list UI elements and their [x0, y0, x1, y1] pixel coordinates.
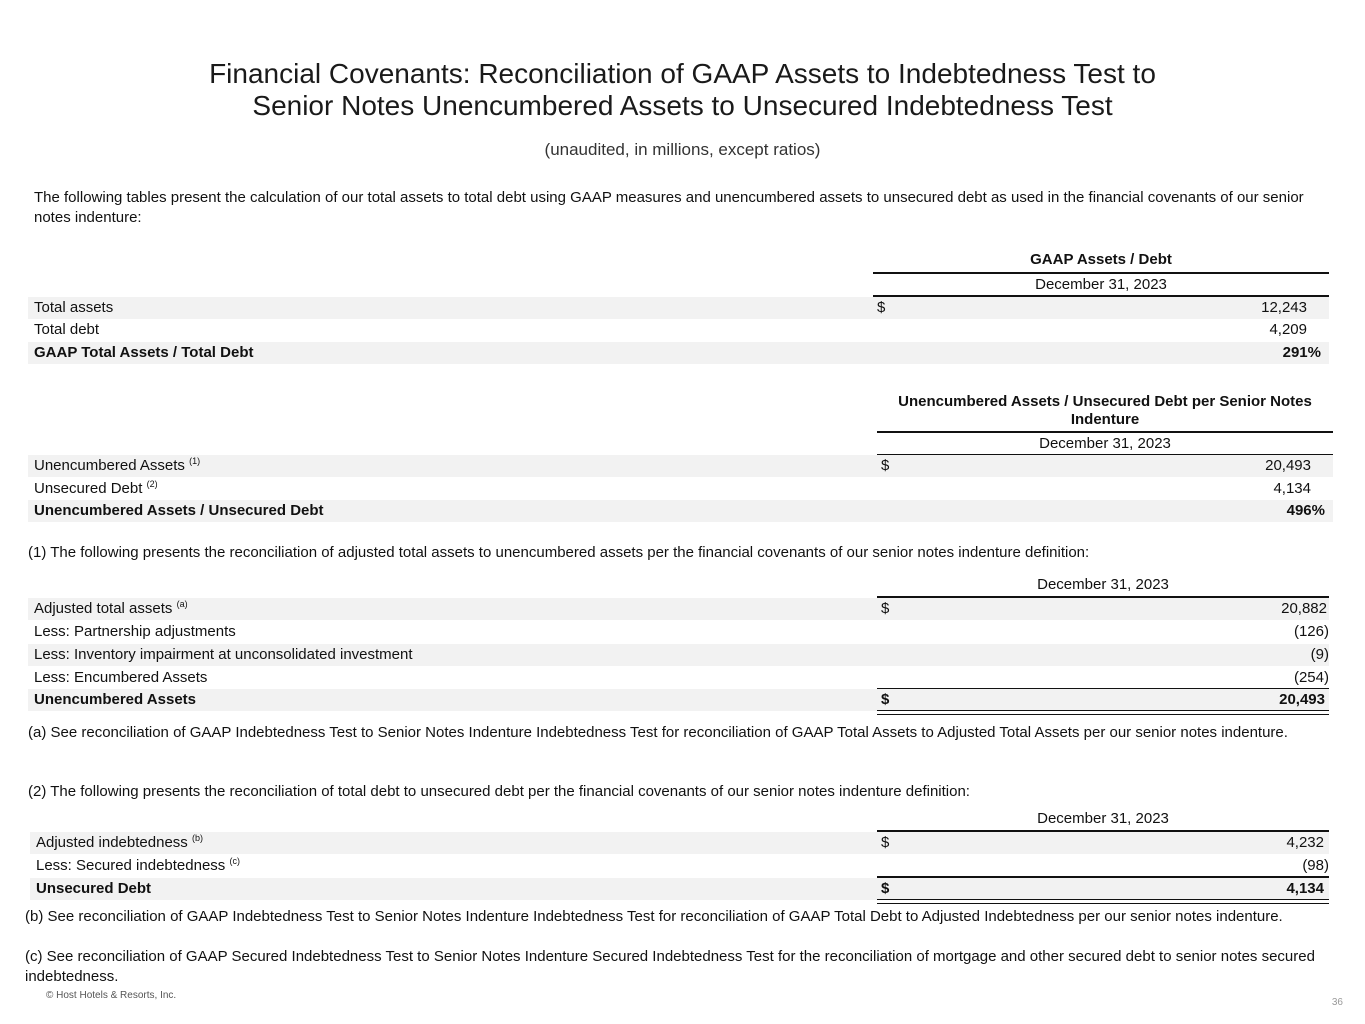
row-value: 20,493: [1279, 691, 1325, 708]
page-subtitle: (unaudited, in millions, except ratios): [544, 140, 821, 159]
table-row: [30, 855, 1329, 877]
table-row: [28, 500, 1333, 522]
table-row: [30, 832, 1329, 854]
row-label: Less: Partnership adjustments: [34, 623, 236, 640]
note1-intro: (1) The following presents the reconciliation of adjusted total assets to unencumbered assets per the financial covenants of our senior notes indenture definition:: [28, 544, 1090, 561]
table2-heading: [877, 393, 1333, 429]
table2-heading-line-1: Unencumbered Assets / Unsecured Debt per Senior Notes: [898, 393, 1312, 410]
currency-symbol: $: [881, 457, 890, 474]
table-row: [28, 455, 1333, 477]
table-row: [28, 644, 1329, 666]
row-label: Adjusted indebtedness: [36, 834, 188, 851]
currency-symbol: $: [881, 834, 890, 851]
note2-date: December 31, 2023: [1037, 810, 1169, 827]
row-value: (254): [1293, 669, 1329, 686]
row-label: Less: Encumbered Assets: [34, 669, 208, 686]
note2-intro: (2) The following presents the reconciliation of total debt to unsecured debt per the financial covenants of our senior notes indenture definition:: [28, 783, 970, 800]
currency-symbol: $: [881, 600, 890, 617]
table-row: [28, 689, 1329, 711]
currency-symbol: $: [881, 691, 890, 708]
row-label: Adjusted total assets: [34, 600, 173, 617]
row-value: 20,493: [1265, 457, 1311, 474]
table2-heading-rule: [877, 431, 1333, 433]
row-value: 4,134: [1286, 880, 1324, 897]
table1-date: December 31, 2023: [1035, 276, 1167, 293]
table-row: [28, 342, 1329, 364]
row-value: (126): [1293, 623, 1329, 640]
row-value: 4,209: [1269, 321, 1307, 338]
row-value: 12,243: [1261, 299, 1307, 316]
row-label-wrap: [36, 832, 203, 854]
table2-date: December 31, 2023: [1039, 435, 1171, 452]
row-label: Unsecured Debt: [36, 880, 152, 897]
footnote-ref: (b): [191, 833, 203, 843]
currency-symbol: $: [881, 880, 890, 897]
row-label: Unencumbered Assets / Unsecured Debt: [34, 502, 324, 519]
row-label: Less: Inventory impairment at unconsolidated investment: [34, 646, 413, 663]
row-label-wrap: [34, 598, 188, 620]
table-row: [30, 878, 1329, 900]
footnote-b: (b) See reconciliation of GAAP Indebtedness Test to Senior Notes Indenture Indebtedness Test for reconciliation of GAAP Total Debt to Adjusted Indebtedness per our senior notes indenture.: [25, 908, 1283, 925]
row-value: (98): [1302, 857, 1329, 874]
table-row: [28, 297, 1329, 319]
table-row: [28, 621, 1329, 643]
table-row: [28, 478, 1333, 500]
note1-date: December 31, 2023: [1037, 576, 1169, 593]
row-label-wrap: [34, 455, 200, 477]
row-label: Unencumbered Assets: [34, 457, 185, 474]
row-value: 496%: [1286, 502, 1325, 519]
row-label: Unsecured Debt: [34, 480, 143, 497]
row-label-wrap: [34, 478, 158, 500]
row-label: Less: Secured indebtedness: [36, 857, 226, 874]
row-value: 291%: [1282, 344, 1321, 361]
footnote-c: (c) See reconciliation of GAAP Secured Indebtedness Test to Senior Notes Indenture Secured Indebtedness Test for the reconciliation of mortgage and other secured debt to senior notes secured indebtedness.: [25, 948, 1315, 985]
copyright-notice: © Host Hotels & Resorts, Inc.: [46, 990, 177, 1001]
page-title-line-1: Financial Covenants: Reconciliation of GAAP Assets to Indebtedness Test to: [209, 58, 1156, 89]
page-title: [0, 58, 1365, 122]
note1-double-rule: [877, 710, 1329, 715]
footnote-ref: (a): [176, 599, 188, 609]
note2-double-rule: [877, 899, 1329, 904]
row-label-wrap: [36, 855, 240, 877]
row-value: 4,232: [1286, 834, 1324, 851]
row-label: Unencumbered Assets: [34, 691, 196, 708]
row-value: (9): [1310, 646, 1329, 663]
row-label: Total assets: [34, 299, 114, 316]
intro-paragraph: The following tables present the calculation of our total assets to total debt using GAAP measures and unencumbered assets to unsecured debt as used in the financial covenants of our senior notes indenture:: [34, 189, 1304, 226]
table-row: [28, 319, 1329, 341]
footnote-a: (a) See reconciliation of GAAP Indebtedness Test to Senior Notes Indenture Indebtedness Test for reconciliation of GAAP Total Assets to Adjusted Total Assets per our senior notes indenture.: [28, 724, 1288, 741]
table-row: [28, 598, 1329, 620]
table-row: [28, 667, 1329, 689]
table1-heading: GAAP Assets / Debt: [1030, 251, 1172, 268]
footnote-ref: (2): [146, 479, 158, 489]
row-label: Total debt: [34, 321, 100, 338]
row-value: 20,882: [1281, 600, 1327, 617]
row-label: GAAP Total Assets / Total Debt: [34, 344, 254, 361]
table2-heading-line-2: Indenture: [1070, 411, 1140, 428]
footnote-ref: (1): [189, 456, 201, 466]
page-number: 36: [1331, 997, 1343, 1008]
footnote-ref: (c): [229, 856, 240, 866]
page-title-line-2: Senior Notes Unencumbered Assets to Unsecured Indebtedness Test: [252, 90, 1113, 121]
table1-heading-rule: [873, 272, 1329, 274]
row-value: 4,134: [1273, 480, 1311, 497]
currency-symbol: $: [877, 299, 886, 316]
